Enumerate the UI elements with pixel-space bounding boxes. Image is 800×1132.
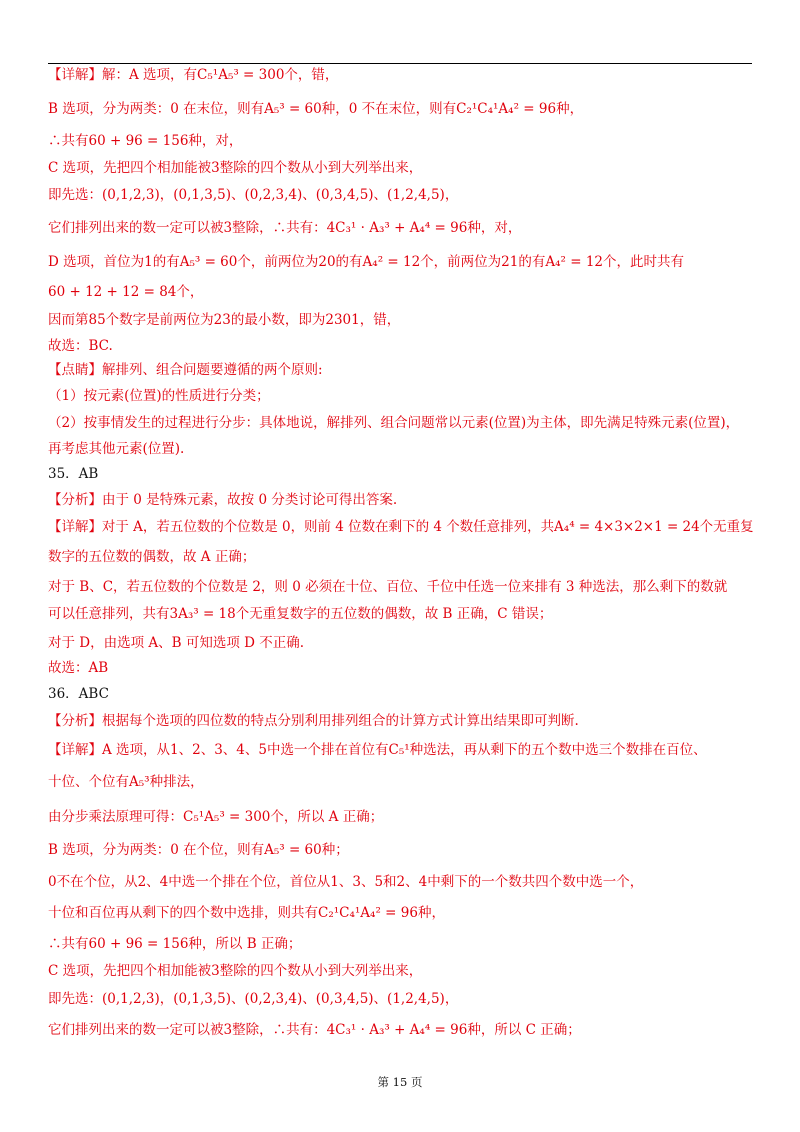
text-line: （2）按事情发生的过程进行分步：具体地说，解排列、组合问题常以元素(位置)为主体，即先满足特殊元素(位置)， bbox=[48, 415, 740, 431]
text-line: 即先选：(0,1,2,3)，(0,1,3,5)、(0,2,3,4)、(0,3,4,5)、(1,2,4,5)， bbox=[48, 991, 459, 1007]
text-line: 可以任意排列，共有3A₃³ = 18个无重复数字的五位数的偶数，故 B 正确，C 错误； bbox=[48, 606, 553, 622]
text-line: C 选项，先把四个相加能被3整除的四个数从小到大列举出来， bbox=[48, 963, 423, 979]
text-line: 【分析】由于 0 是特殊元素，故按 0 分类讨论可得出答案. bbox=[48, 492, 398, 508]
text-line: 即先选：(0,1,2,3)，(0,1,3,5)、(0,2,3,4)、(0,3,4,5)、(1,2,4,5)， bbox=[48, 187, 459, 203]
text-line: 0不在个位，从2、4中选一个排在个位，首位从1、3、5和2、4中剩下的一个数共四个数中选一个， bbox=[48, 874, 644, 890]
header-rule bbox=[48, 63, 752, 64]
text-line: B 选项，分为两类：0 在末位，则有A₅³ = 60种，0 不在末位，则有C₂¹C₄¹A₄² = 96种， bbox=[48, 101, 584, 117]
text-line: 十位、个位有A₅³种排法， bbox=[48, 774, 204, 790]
text-line: 【详解】解：A 选项，有C₅¹A₅³ = 300个，错， bbox=[48, 67, 339, 83]
text-line: 60 + 12 + 12 = 84个， bbox=[48, 284, 204, 300]
text-line: （1）按元素(位置)的性质进行分类； bbox=[48, 388, 270, 404]
text-line: 由分步乘法原理可得：C₅¹A₅³ = 300个，所以 A 正确； bbox=[48, 809, 384, 825]
text-line: 【详解】A 选项，从1、2、3、4、5中选一个排在首位有C₅¹种选法，再从剩下的五个数中选三个数排在百位、 bbox=[48, 742, 707, 758]
text-line: 【详解】对于 A，若五位数的个位数是 0，则前 4 位数在剩下的 4 个数任意排列，共A₄⁴ = 4×3×2×1 = 24个无重复 bbox=[48, 519, 754, 535]
question-number: 36．ABC bbox=[48, 686, 109, 702]
text-line: 十位和百位再从剩下的四个数中选排，则共有C₂¹C₄¹A₄² = 96种， bbox=[48, 905, 445, 921]
text-line: 【分析】根据每个选项的四位数的特点分别利用排列组合的计算方式计算出结果即可判断. bbox=[48, 713, 579, 729]
text-line: C 选项，先把四个相加能被3整除的四个数从小到大列举出来， bbox=[48, 160, 423, 176]
text-line: ∴共有60 + 96 = 156种，所以 B 正确； bbox=[48, 936, 302, 952]
text-line: ∴共有60 + 96 = 156种，对， bbox=[48, 133, 243, 149]
text-line: 它们排列出来的数一定可以被3整除，∴共有：4C₃¹ · A₃³ + A₄⁴ = 96种，对， bbox=[48, 220, 522, 236]
text-line: B 选项，分为两类：0 在个位，则有A₅³ = 60种； bbox=[48, 842, 349, 858]
text-line: 故选：BC. bbox=[48, 338, 113, 354]
text-line: D 选项，首位为1的有A₅³ = 60个，前两位为20的有A₄² = 12个，前两位为21的有A₄² = 12个，此时共有 bbox=[48, 254, 684, 270]
text-line: 因而第85个数字是前两位为23的最小数，即为2301，错， bbox=[48, 312, 401, 328]
question-number: 35．AB bbox=[48, 466, 99, 482]
text-line: 数字的五位数的偶数，故 A 正确； bbox=[48, 549, 256, 565]
text-line: 对于 D，由选项 A、B 可知选项 D 不正确. bbox=[48, 635, 305, 651]
text-line: 再考虑其他元素(位置). bbox=[48, 441, 185, 457]
text-line: 它们排列出来的数一定可以被3整除，∴共有：4C₃¹ · A₃³ + A₄⁴ = 96种，所以 C 正确； bbox=[48, 1022, 581, 1038]
text-line: 【点睛】解排列、组合问题要遵循的两个原则: bbox=[48, 362, 323, 378]
page-number: 第 15 页 bbox=[377, 1075, 423, 1089]
text-line: 对于 B、C，若五位数的个位数是 2，则 0 必须在十位、百位、千位中任选一位来排有 3 种选法，那么剩下的数就 bbox=[48, 579, 728, 595]
text-line: 故选：AB bbox=[48, 660, 109, 676]
